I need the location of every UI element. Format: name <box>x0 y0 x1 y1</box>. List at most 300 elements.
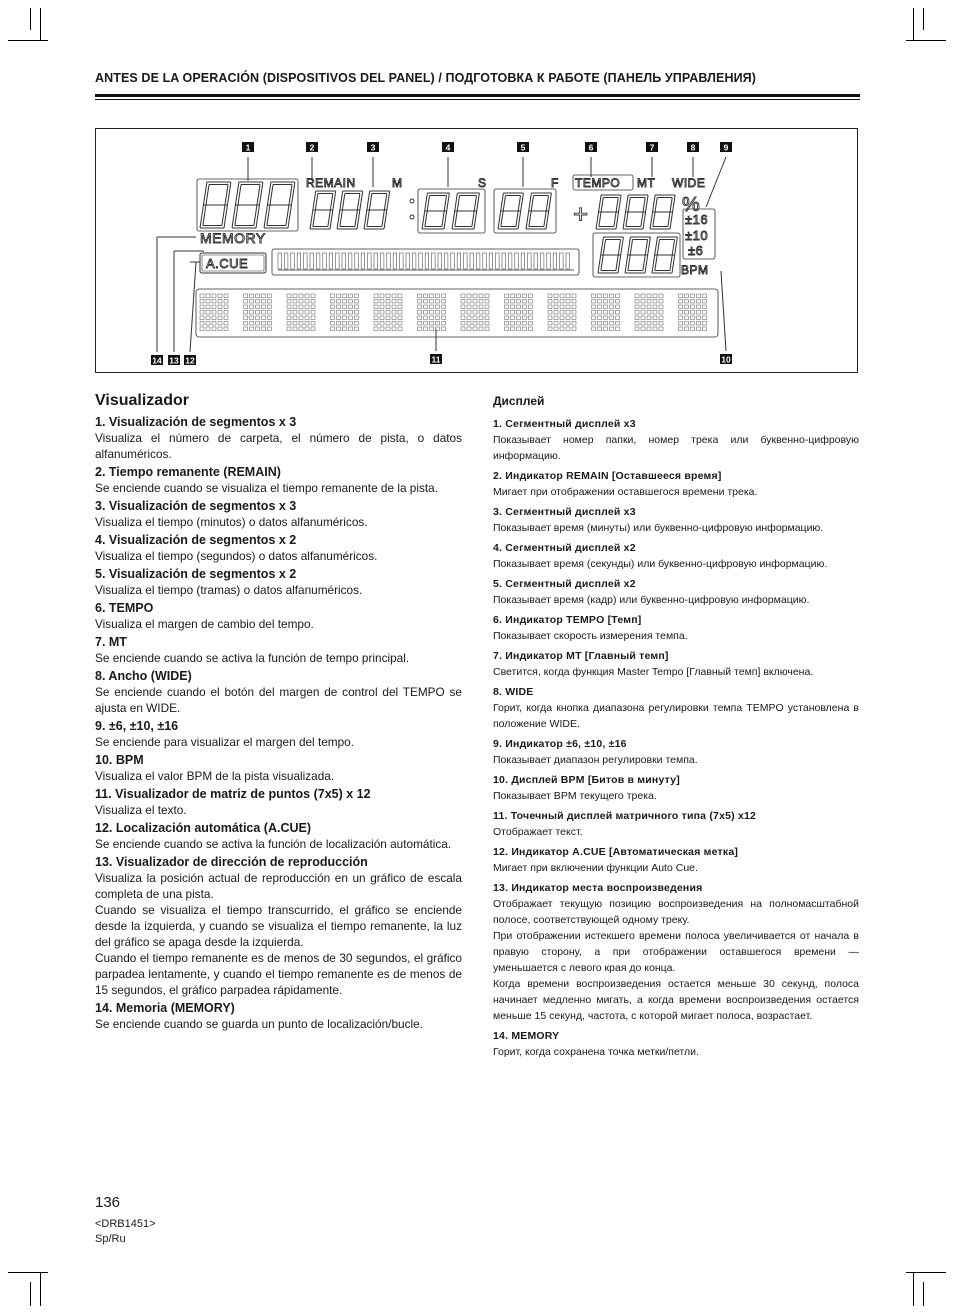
dot-matrix-dot <box>560 294 564 298</box>
dot-matrix-dot <box>386 300 390 304</box>
item-paragraph: Показывает скорость измерения темпа. <box>493 630 688 642</box>
dot-matrix-dot <box>485 305 489 309</box>
dot-matrix-dot <box>697 316 701 320</box>
dot-matrix-dot <box>697 311 701 315</box>
item-title: 3. Visualización de segmentos x 3 <box>95 499 297 513</box>
dot-matrix-dot <box>224 294 228 298</box>
dot-matrix-dot <box>218 294 222 298</box>
dot-matrix-dot <box>679 322 683 326</box>
dot-matrix-dot <box>566 294 570 298</box>
dot-matrix-dot <box>610 294 614 298</box>
dot-matrix-dot <box>461 305 465 309</box>
dot-matrix-dot <box>511 300 515 304</box>
m-label: M <box>392 176 403 190</box>
dot-matrix-dot <box>679 327 683 331</box>
dot-matrix-dot <box>250 300 254 304</box>
dot-matrix-dot <box>679 305 683 309</box>
item-paragraph: Visualiza el tiempo (segundos) o datos alfanuméricos. <box>95 549 378 563</box>
dot-matrix-dot <box>224 305 228 309</box>
dot-matrix-dot <box>311 311 315 315</box>
position-bar-segment <box>540 253 544 269</box>
dot-matrix-dot <box>355 294 359 298</box>
dot-matrix-dot <box>374 311 378 315</box>
dot-matrix-dot <box>212 305 216 309</box>
dot-matrix-dot <box>418 322 422 326</box>
dot-matrix-dot <box>659 300 663 304</box>
item-paragraph: Горит, когда сохранена точка метки/петли. <box>493 1046 699 1058</box>
dot-matrix-dot <box>616 327 620 331</box>
dot-matrix-dot <box>505 294 509 298</box>
dot-matrix-dot <box>331 300 335 304</box>
dot-matrix-dot <box>337 316 341 320</box>
header-rule-thin <box>95 99 860 100</box>
item-paragraph: Светится, когда функция Master Tempo [Главный темп] включена. <box>493 666 814 678</box>
dot-matrix-dot <box>206 322 210 326</box>
dot-matrix-dot <box>337 311 341 315</box>
dot-matrix-dot <box>436 316 440 320</box>
dot-matrix-dot <box>473 300 477 304</box>
item-paragraph: Visualiza el tiempo (tramas) o datos alfanuméricos. <box>95 583 363 597</box>
item-title: 12. Localización automática (A.CUE) <box>95 821 312 835</box>
dot-matrix-dot <box>479 300 483 304</box>
dot-matrix-dot <box>349 300 353 304</box>
dot-matrix-dot <box>598 327 602 331</box>
dot-matrix-dot <box>461 322 465 326</box>
position-bar-segment <box>419 253 423 269</box>
callout-number: 5 <box>520 142 526 153</box>
callout-number: 12 <box>185 355 195 366</box>
dot-matrix-dot <box>392 316 396 320</box>
dot-matrix-dot <box>697 305 701 309</box>
dot-matrix-dot <box>200 305 204 309</box>
item-description <box>493 432 859 464</box>
item-title: 7. MT <box>95 635 127 649</box>
dot-matrix-dot <box>305 322 309 326</box>
segment-digit <box>364 191 390 229</box>
dot-matrix-dot <box>436 300 440 304</box>
item-title: 13. Индикатор места воспроизведения <box>493 882 703 894</box>
percent-sign: % <box>682 194 701 216</box>
item-description <box>493 664 859 680</box>
dot-matrix-dot <box>505 322 509 326</box>
callout-number: 3 <box>370 142 376 153</box>
dot-matrix-dot <box>641 305 645 309</box>
dot-matrix-dot <box>685 316 689 320</box>
dot-matrix-dot <box>374 322 378 326</box>
dot-matrix-dot <box>529 316 533 320</box>
dot-matrix-dot <box>679 311 683 315</box>
dot-matrix-dot <box>653 300 657 304</box>
dot-matrix-dot <box>505 300 509 304</box>
position-bar-segment <box>304 253 308 269</box>
item-description <box>95 734 462 750</box>
dot-matrix-dot <box>467 305 471 309</box>
dot-matrix-dot <box>311 322 315 326</box>
dot-matrix-dot <box>331 327 335 331</box>
range-10-label: ±10 <box>685 228 709 243</box>
dot-matrix-dot <box>647 316 651 320</box>
dot-matrix-dot <box>523 327 527 331</box>
item-description <box>95 802 462 818</box>
dot-matrix-dot <box>703 322 707 326</box>
position-bar-segment <box>508 253 512 269</box>
crop-mark <box>8 1272 48 1273</box>
dot-matrix-dot <box>659 294 663 298</box>
dot-matrix-dot <box>418 327 422 331</box>
dot-matrix-dot <box>200 294 204 298</box>
crop-mark <box>30 1282 31 1306</box>
dot-matrix-dot <box>560 322 564 326</box>
position-bar-segment <box>412 253 416 269</box>
segment-digit <box>498 193 523 229</box>
position-bar-segment <box>528 253 532 269</box>
dot-matrix-dot <box>653 305 657 309</box>
dot-matrix-dot <box>392 294 396 298</box>
position-bar-segment <box>374 253 378 269</box>
dot-matrix-dot <box>250 316 254 320</box>
dot-matrix-dot <box>548 300 552 304</box>
dot-matrix-dot <box>430 300 434 304</box>
dot-matrix-dot <box>424 300 428 304</box>
dot-matrix-dot <box>485 327 489 331</box>
dot-matrix-dot <box>392 327 396 331</box>
dot-matrix-dot <box>374 294 378 298</box>
dot-matrix-dot <box>572 311 576 315</box>
dot-matrix-dot <box>262 322 266 326</box>
dot-matrix-dot <box>566 322 570 326</box>
page-number: 136 <box>95 1194 121 1211</box>
position-bar-segment <box>496 253 500 269</box>
dot-matrix-dot <box>653 316 657 320</box>
dot-matrix-dot <box>442 322 446 326</box>
position-bar-segment <box>476 253 480 269</box>
dot-matrix-dot <box>293 316 297 320</box>
item-paragraph: Visualiza el tiempo (minutos) o datos alfanuméricos. <box>95 515 368 529</box>
position-bar-segment <box>329 253 333 269</box>
dot-matrix-dot <box>679 294 683 298</box>
dot-matrix-dot <box>250 311 254 315</box>
dot-matrix-dot <box>523 294 527 298</box>
list-item <box>95 820 462 852</box>
dot-matrix-dot <box>287 316 291 320</box>
list-item <box>493 504 859 536</box>
item-paragraph: Se enciende cuando se guarda un punto de localización/bucle. <box>95 1017 423 1031</box>
dot-matrix-dot <box>679 300 683 304</box>
dot-matrix-dot <box>685 305 689 309</box>
dot-matrix-dot <box>461 294 465 298</box>
item-paragraph: Показывает время (кадр) или буквенно-цифровую информацию. <box>493 594 810 606</box>
dot-matrix-dot <box>511 305 515 309</box>
list-item <box>493 416 859 464</box>
item-description <box>493 520 859 536</box>
item-paragraph: Горит, когда кнопка диапазона регулировки темпа TEMPO установлена в положение WIDE. <box>493 702 859 730</box>
crop-mark <box>906 40 946 41</box>
dot-matrix-dot <box>299 322 303 326</box>
segment-digit <box>264 182 295 228</box>
dot-matrix-dot <box>659 327 663 331</box>
dot-matrix-dot <box>598 300 602 304</box>
list-item <box>95 566 462 598</box>
dot-matrix-dot <box>256 311 260 315</box>
dot-matrix-dot <box>398 300 402 304</box>
item-description <box>95 870 462 998</box>
dot-matrix-dot <box>418 294 422 298</box>
dot-matrix-dot <box>311 305 315 309</box>
dot-matrix-dot <box>616 294 620 298</box>
dot-matrix-dot <box>305 327 309 331</box>
dot-matrix-dot <box>523 300 527 304</box>
dot-matrix-dot <box>268 327 272 331</box>
dot-matrix-dot <box>430 311 434 315</box>
dot-matrix-dot <box>262 311 266 315</box>
item-title: 10. Дисплей BPM [Битов в минуту] <box>493 774 680 786</box>
dot-matrix-dot <box>343 294 347 298</box>
dot-matrix-dot <box>380 316 384 320</box>
item-title: 3. Сегментный дисплей x3 <box>493 506 636 518</box>
list-item <box>493 684 859 732</box>
segment-digit <box>598 237 623 273</box>
dot-matrix-dot <box>355 327 359 331</box>
item-description <box>95 548 462 564</box>
item-title: 9. Индикатор ±6, ±10, ±16 <box>493 738 627 750</box>
dot-matrix-dot <box>311 327 315 331</box>
dot-matrix-dot <box>592 305 596 309</box>
dot-matrix-dot <box>418 300 422 304</box>
dot-matrix-dot <box>598 294 602 298</box>
position-bar-segment <box>457 253 461 269</box>
dot-matrix-dot <box>598 316 602 320</box>
item-title: 8. Ancho (WIDE) <box>95 669 192 683</box>
dot-matrix-dot <box>691 300 695 304</box>
item-description <box>493 752 859 768</box>
list-item <box>493 1028 859 1060</box>
dot-matrix-dot <box>343 305 347 309</box>
dot-matrix-dot <box>461 316 465 320</box>
dot-matrix-dot <box>604 311 608 315</box>
item-paragraph: Показывает номер папки, номер трека или буквенно-цифровую информацию. <box>493 434 859 462</box>
dot-matrix-dot <box>424 294 428 298</box>
dot-matrix-dot <box>268 294 272 298</box>
list-item <box>493 772 859 804</box>
crop-mark <box>40 1272 41 1306</box>
dot-matrix-dot <box>224 300 228 304</box>
dot-matrix-dot <box>685 300 689 304</box>
dot-matrix-dot <box>287 305 291 309</box>
item-title: 9. ±6, ±10, ±16 <box>95 719 179 733</box>
dot-matrix-dot <box>212 316 216 320</box>
position-bar-segment <box>470 253 474 269</box>
segment-digit <box>596 195 621 229</box>
dot-matrix-dot <box>647 300 651 304</box>
dot-matrix-dot <box>287 322 291 326</box>
dot-matrix-dot <box>554 316 558 320</box>
dot-matrix-dot <box>653 327 657 331</box>
dot-matrix-dot <box>293 300 297 304</box>
dot-matrix-dot <box>511 322 515 326</box>
position-bar-segment <box>425 253 429 269</box>
dot-matrix-dot <box>647 322 651 326</box>
dot-matrix-dot <box>392 305 396 309</box>
dot-matrix-dot <box>523 316 527 320</box>
dot-matrix-dot <box>523 311 527 315</box>
item-description <box>95 1016 462 1032</box>
dot-matrix-dot <box>305 316 309 320</box>
dot-matrix-dot <box>635 300 639 304</box>
item-description <box>493 628 859 644</box>
dot-matrix-dot <box>224 311 228 315</box>
dot-matrix-dot <box>386 322 390 326</box>
dot-matrix-dot <box>616 322 620 326</box>
list-item <box>95 718 462 750</box>
position-bar-segment <box>515 253 519 269</box>
item-description <box>95 684 462 716</box>
list-item <box>493 612 859 644</box>
position-bar-segment <box>336 253 340 269</box>
dot-matrix-dot <box>529 305 533 309</box>
dot-matrix-dot <box>697 294 701 298</box>
dot-matrix-dot <box>218 300 222 304</box>
dot-matrix-dot <box>244 305 248 309</box>
display-diagram-svg <box>96 129 859 374</box>
dot-matrix-dot <box>572 327 576 331</box>
dot-matrix-dot <box>355 300 359 304</box>
position-bar-segment <box>489 253 493 269</box>
dot-matrix-dot <box>244 300 248 304</box>
callout-number: 7 <box>649 142 655 153</box>
dot-matrix-dot <box>337 305 341 309</box>
item-description <box>95 430 462 462</box>
dot-matrix-dot <box>703 300 707 304</box>
dot-matrix-dot <box>349 305 353 309</box>
dot-matrix-dot <box>616 311 620 315</box>
list-item <box>95 634 462 666</box>
dot-matrix-dot <box>467 327 471 331</box>
dot-matrix-dot <box>256 305 260 309</box>
dot-matrix-dot <box>436 294 440 298</box>
position-bar-segment <box>310 253 314 269</box>
position-bar-segment <box>348 253 352 269</box>
dot-matrix-dot <box>641 327 645 331</box>
dot-matrix-dot <box>548 294 552 298</box>
dot-matrix-dot <box>224 327 228 331</box>
dot-matrix-dot <box>635 311 639 315</box>
callout-number: 4 <box>445 142 451 153</box>
dot-matrix-dot <box>305 305 309 309</box>
dot-matrix-dot <box>548 327 552 331</box>
dot-matrix-dot <box>293 327 297 331</box>
callout-number: 13 <box>169 355 179 366</box>
dot-matrix-dot <box>355 322 359 326</box>
dot-matrix-dot <box>479 322 483 326</box>
dot-matrix-dot <box>200 316 204 320</box>
item-description <box>95 768 462 784</box>
dot-matrix-dot <box>517 305 521 309</box>
dot-matrix-dot <box>355 316 359 320</box>
position-bar-segment <box>368 253 372 269</box>
dot-matrix-dot <box>442 311 446 315</box>
position-bar-segment <box>393 253 397 269</box>
dot-matrix-dot <box>337 322 341 326</box>
dot-matrix-dot <box>287 294 291 298</box>
dot-matrix-dot <box>374 316 378 320</box>
dot-matrix-dot <box>703 327 707 331</box>
dot-matrix-dot <box>337 300 341 304</box>
dot-matrix-dot <box>200 322 204 326</box>
dot-matrix-dot <box>293 322 297 326</box>
dot-matrix-dot <box>697 327 701 331</box>
item-description <box>493 556 859 572</box>
dot-matrix-dot <box>386 327 390 331</box>
dot-matrix-dot <box>331 316 335 320</box>
dot-matrix-dot <box>343 300 347 304</box>
callout-number: 14 <box>152 355 162 366</box>
dot-matrix-dot <box>374 327 378 331</box>
dot-matrix-dot <box>392 311 396 315</box>
item-description <box>493 1044 859 1060</box>
dot-matrix-dot <box>479 327 483 331</box>
item-description <box>493 896 859 1024</box>
dot-matrix-dot <box>206 300 210 304</box>
range-16-label: ±16 <box>685 212 709 227</box>
dot-matrix-dot <box>392 300 396 304</box>
s-label: S <box>478 176 487 190</box>
dot-matrix-dot <box>206 311 210 315</box>
dot-matrix-dot <box>485 322 489 326</box>
dot-matrix-dot <box>554 294 558 298</box>
dot-matrix-dot <box>218 316 222 320</box>
dot-matrix-dot <box>206 294 210 298</box>
dot-matrix-dot <box>268 305 272 309</box>
dot-matrix-dot <box>511 327 515 331</box>
dot-matrix-dot <box>566 311 570 315</box>
dot-matrix-dot <box>343 316 347 320</box>
wide-label: WIDE <box>672 176 706 190</box>
dot-matrix-dot <box>610 311 614 315</box>
dot-matrix-dot <box>256 322 260 326</box>
list-item <box>95 600 462 632</box>
dot-matrix-dot <box>703 294 707 298</box>
dot-matrix-dot <box>212 311 216 315</box>
dot-matrix-dot <box>212 300 216 304</box>
position-bar-segment <box>438 253 442 269</box>
dot-matrix-dot <box>479 311 483 315</box>
item-paragraph: Visualiza la posición actual de reproducción en un gráfico de escala completa de una pista. <box>95 871 462 901</box>
dot-matrix-dot <box>293 294 297 298</box>
item-paragraph: Se enciende cuando se visualiza el tiempo remanente de la pista. <box>95 481 438 495</box>
dot-matrix-dot <box>299 294 303 298</box>
position-bar-segment <box>521 253 525 269</box>
dot-matrix-dot <box>386 311 390 315</box>
document-code <box>95 1217 156 1247</box>
header-rule-thick <box>95 94 860 97</box>
dot-matrix-dot <box>685 311 689 315</box>
russian-item-list <box>493 416 859 1060</box>
list-item <box>493 468 859 500</box>
list-item <box>95 854 462 998</box>
position-bar-segment <box>566 253 570 269</box>
dot-matrix-dot <box>430 305 434 309</box>
position-bar-segment <box>432 253 436 269</box>
dot-matrix-dot <box>554 311 558 315</box>
segment-digit <box>200 182 231 228</box>
dot-matrix-dot <box>268 311 272 315</box>
dot-matrix-dot <box>224 322 228 326</box>
position-bar-segment <box>406 253 410 269</box>
dot-matrix-dot <box>262 327 266 331</box>
dot-matrix-dot <box>386 316 390 320</box>
item-paragraph: Visualiza el margen de cambio del tempo. <box>95 617 314 631</box>
dot-matrix-dot <box>560 300 564 304</box>
